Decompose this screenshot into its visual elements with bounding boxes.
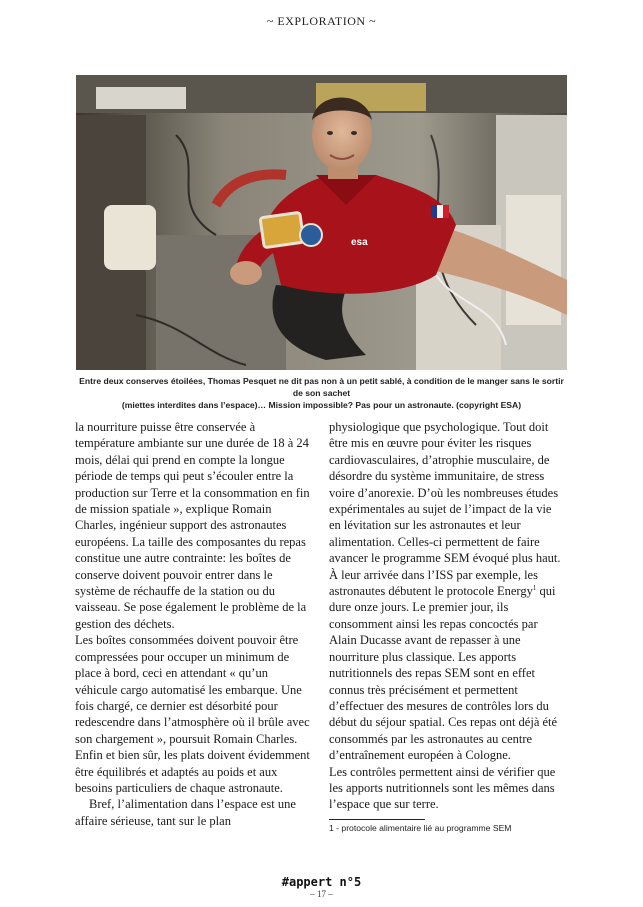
left-paragraph-3: Bref, l’alimentation dans l’espace est une affaire sérieuse, tant sur le plan [75,797,296,828]
astronaut-photo-illustration [76,75,567,370]
left-paragraph-1: la nourriture puisse être conservée à température ambiante sur une durée de 18 à 24 mois, délai qui prend en compte la longue période de temps qui peut s’écouler entre la production sur Terre et la consommation en fin de mission spatiale », explique Romain Charles, ingénieur support des astronautes européens. La taille des composantes du repas constitue une autre contrainte: les boîtes de conserve doivent pouvoir entrer dans le système de réchauffe de la station ou du vaisseau. Se pose également le problème de la gestion des déchets. [75,420,310,631]
caption-line-1: Entre deux conserves étoilées, Thomas Pesquet ne dit pas non à un petit sablé, à condition de le manger sans le sortir de son sachet [79,376,564,398]
caption-line-2: (miettes interdites dans l’espace)… Mission impossible? Pas pour un astronaute. (copyright ESA) [121,400,522,410]
section-header: ~ EXPLORATION ~ [266,14,377,28]
footnote-marker: 1 [532,583,537,592]
photo-caption [76,375,567,411]
right-paragraph-1-text: physiologique que psychologique. Tout doit être mis en œuvre pour éviter les risques cardiovasculaires, d’atrophie musculaire, de désordre du système immunitaire, de stress voire d’anorexie. D’où les nombreuses études expérimentales au sujet de l’impact de la vie en lévitation sur les astronautes et leur alimentation. Celles-ci permettent de faire avancer le programme SEM évoqué plus haut. À leur arrivée dans l’ISS par exemple, les astronautes débutent le protocole Energy [329,420,561,599]
footnote-divider [329,819,425,820]
right-paragraph-1-continued: qui dure onze jours. Le premier jour, ils consomment ainsi les repas concoctés par Alain Ducasse avant de repasser à une nourriture plus classique. Les apports nutritionnels des repas SEM sont en effet connus très précisément et permettent d’effectuer des mesures de contrôles lors du début du séjour spatial. Ces repas ont déjà été consommés par les astronautes au centre d’entraînement européen à Cologne. [329,584,558,763]
left-column [75,419,311,829]
magazine-brand: #appert n°5 [281,875,362,889]
page-footer [0,875,643,899]
right-column [329,419,565,813]
footnote: 1 - protocole alimentaire lié au programme SEM [329,823,512,833]
right-paragraph-1 [329,419,565,764]
left-paragraph-2: Les boîtes consommées doivent pouvoir être compressées pour occuper un minimum de place à bord, ceci en attendant « qu’un véhicule cargo automatisé les embarque. Une fois chargé, ce dernier est désorbité pour redescendre dans l’atmosphère où il brûle avec son chargement », poursuit Romain Charles. Enfin et bien sûr, les plats doivent évidemment être équilibrés et adaptés au poids et aux besoins particuliers de chaque astronaute. [75,633,310,795]
page-number: – 17 – [310,889,333,899]
esa-logo-text: esa [351,237,368,248]
astronaut-photo [76,75,567,370]
right-paragraph-2: Les contrôles permettent ainsi de vérifier que les apports nutritionnels sont les mêmes dans l’espace que sur terre. [329,764,556,812]
